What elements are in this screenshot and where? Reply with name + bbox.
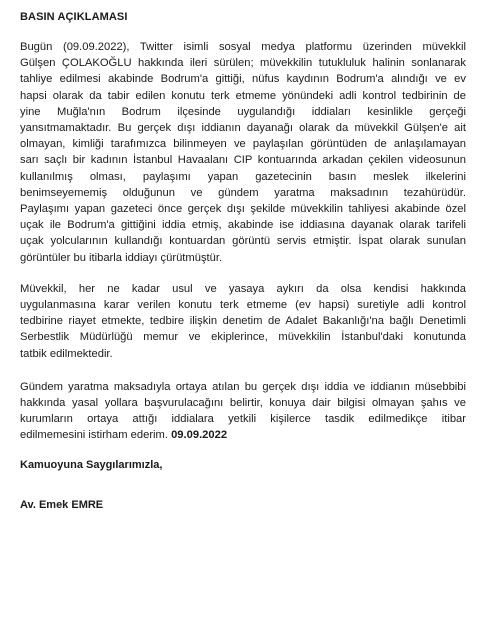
- paragraph-3-line: Gündem yaratma maksadıyla ortaya atılan bu gerçek dışı iddia ve iddianın müsebbibi: [20, 380, 466, 393]
- paragraph-2-line: Serbestlik Müdürlüğü memur ve ekiplerince, müvekkilin İstanbul'daki konutunda: [20, 331, 466, 344]
- paragraph-1-line: kullanılmış olması, paylaşımı yapan gazetecinin basın meslek ilkelerini: [20, 170, 466, 183]
- document-heading: BASIN AÇIKLAMASI: [20, 11, 128, 23]
- paragraph-1-line: görüntüler bu itibarla iddiayı çürütmüştür.: [20, 251, 223, 264]
- paragraph-1-line: hapsi olarak da tabir edilen konutu terk etmeme yönündeki adli kontrol tedbirinin de: [20, 89, 466, 102]
- paragraph-1-line: tahliye edilmesi akabinde Bodrum'a gittiği, nüfus kaydının Bodrum'a alındığı ve ev: [20, 73, 466, 86]
- paragraph-3: [20, 379, 466, 444]
- paragraph-1-line: Bugün (09.09.2022), Twitter isimli sosyal medya platformu üzerinden müvekkil: [20, 41, 466, 53]
- paragraph-1-line: yine Muğla'nın Bodrum ilçesinde uygulandığı iddiaları kesinlikle gerçeği: [20, 105, 466, 118]
- paragraph-1-line: olmayan, kimliği tarafımızca bilinmeyen ve paylaşılan görüntüden de anlaşılamayan: [20, 138, 466, 151]
- paragraph-3-last-line: [20, 427, 466, 443]
- paragraph-3-line: hakkında yasal yollara başvurulacağını belirtir, konuya dair bilgisi olmayan şahıs ve: [20, 397, 466, 410]
- paragraph-2-line: Müvekkil, her ne kadar usul ve yasaya aykırı da olsa kendisi hakkında: [20, 282, 466, 295]
- paragraph-2: [20, 281, 466, 362]
- paragraph-1-line: Gülşen ÇOLAKOĞLU hakkında ileri sürülen; müvekkilin tutukluluk halinin sonlanarak: [20, 57, 466, 70]
- paragraph-1-line: uçak ile Bodrum'a gittiğini iddia etmiş, akabinde ise iddiasına dayanak olarak tarifeli: [20, 219, 466, 232]
- paragraph-1-line: benimseyememiş olduğunun ve gündem yaratma maksadının tezahürüdür.: [20, 186, 466, 199]
- closing-date: 09.09.2022: [171, 429, 228, 442]
- paragraph-1-line: Paylaşımı yapan gazeteci önce gerçek dışı şekilde müvekkilin tahliyesi akabinde özel: [20, 203, 466, 216]
- closing-greeting: Kamuoyuna Saygılarımızla,: [20, 458, 163, 471]
- paragraph-1-line: yansıtmamaktadır. Bu gerçek dışı iddianın dayanağı olarak da müvekkil Gülşen'e ait: [20, 122, 466, 135]
- paragraph-2-line: tedbirine riayet etmekte, tedbire ilişkin denetim de Adalet Bakanlığı'na bağlı Denetimli: [20, 315, 466, 328]
- paragraph-2-line: tatbik edilmektedir.: [20, 347, 113, 360]
- paragraph-1: [20, 39, 466, 266]
- paragraph-1-line: uçak yolcularının kullandığı kontuardan görüntü servis etmiştir. İspat olarak sunulan: [20, 235, 466, 248]
- paragraph-2-line: uygulanmasına karar verilen konutu terk etmeme (ev hapsi) suretiyle adli kontrol: [20, 299, 466, 312]
- paragraph-1-line: sarı saçlı bir kadının İstanbul Havaalanı CIP kontuarında arkadan çekilen videosunun: [20, 154, 466, 167]
- paragraph-3-closing-text: edilmemesini istirham ederim.: [20, 429, 168, 442]
- paragraph-3-line: kurumların ortaya attığı iddialara yetkili kişilerce tasdik edilmedikçe itibar: [20, 413, 466, 426]
- signature-name: Av. Emek EMRE: [20, 498, 104, 511]
